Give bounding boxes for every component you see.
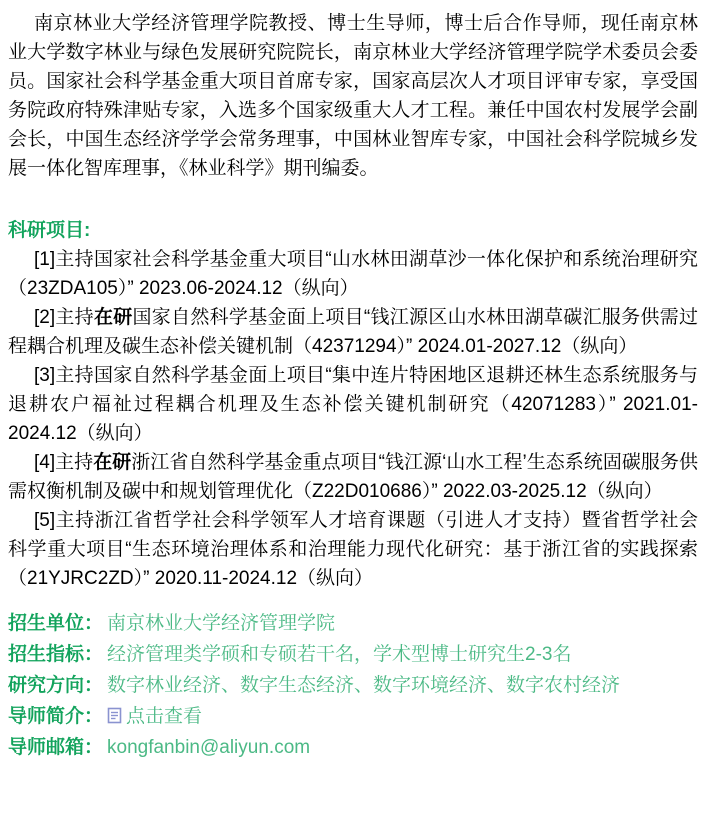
project-prefix: [4]主持: [34, 452, 94, 473]
project-prefix: [5]主持: [34, 510, 95, 531]
project-prefix: [3]主持: [34, 365, 94, 386]
project-ongoing-flag: 在研: [93, 307, 133, 328]
enrollment-unit-label: 招生单位：: [8, 613, 104, 634]
project-item-1: [8, 245, 698, 303]
project-text: 国家社会科学基金重大项目“山水林田湖草沙一体化保护和系统治理研究（23ZDA105）” 2023.06-2024.12（纵向）: [8, 249, 698, 299]
project-text: 浙江省自然科学基金重点项目“钱江源‘山水工程’生态系统固碳服务供需权衡机制及碳中和规划管理优化（Z22D010686）” 2022.03-2025.12（纵向）: [8, 452, 698, 502]
projects-heading: 科研项目:: [8, 220, 91, 241]
view-profile-link[interactable]: 点击查看: [126, 706, 203, 727]
info-row-mentor-profile: [8, 701, 698, 732]
info-row-enrollment-unit: [8, 608, 698, 639]
document-icon: [107, 707, 122, 724]
project-prefix: [1]主持: [34, 249, 94, 270]
project-item-2: [8, 303, 698, 361]
mentor-email-value: kongfanbin@aliyun.com: [107, 737, 311, 758]
project-text: 国家自然科学基金面上项目“集中连片特困地区退耕还林生态系统服务与退耕农户福祉过程耦合机理及生态补偿关键机制研究（42071283）” 2021.01-2024.12（纵向）: [8, 365, 698, 444]
project-text: 国家自然科学基金面上项目“钱江源区山水林田湖草碳汇服务供需过程耦合机理及碳生态补偿关键机制（42371294）” 2024.01-2027.12（纵向）: [8, 307, 698, 357]
enrollment-unit-value: 南京林业大学经济管理学院: [107, 613, 336, 634]
project-item-3: [8, 361, 698, 448]
research-directions-label: 研究方向：: [8, 675, 104, 696]
intro-paragraph: 南京林业大学经济管理学院教授、博士生导师，博士后合作导师，现任南京林业大学数字林业与绿色发展研究院院长，南京林业大学经济管理学院学术委员会委员。国家社会科学基金重大项目首席专家，国家高层次人才项目评审专家，享受国务院政府特殊津贴专家，入选多个国家级重大人才工程。兼任中国农村发展学会副会长，中国生态经济学学会常务理事，中国林业智库专家，中国社会科学院城乡发展一体化智库理事，《林业科学》期刊编委。: [8, 13, 698, 179]
info-row-enrollment-quota: [8, 639, 698, 670]
project-item-4: [8, 448, 698, 506]
project-item-5: [8, 506, 698, 593]
project-text: 浙江省哲学社会科学领军人才培育课题（引进人才支持）暨省哲学社会科学重大项目“生态环境治理体系和治理能力现代化研究：基于浙江省的实践探索（21YJRC2ZD）” 2020.11-2024.12（纵向）: [8, 510, 698, 589]
info-row-mentor-email: [8, 732, 698, 763]
enrollment-quota-label: 招生指标：: [8, 644, 104, 665]
project-prefix: [2]主持: [34, 307, 94, 328]
project-ongoing-flag: 在研: [93, 452, 132, 473]
admission-info-block: [8, 608, 698, 763]
enrollment-quota-value: 经济管理类学硕和专硕若干名，学术型博士研究生2-3名: [107, 644, 572, 665]
mentor-email-label: 导师邮箱：: [8, 737, 104, 758]
mentor-profile-label: 导师简介：: [8, 706, 104, 727]
research-directions-value: 数字林业经济、数字生态经济、数字环境经济、数字农村经济: [107, 675, 621, 696]
info-row-research-directions: [8, 670, 698, 701]
